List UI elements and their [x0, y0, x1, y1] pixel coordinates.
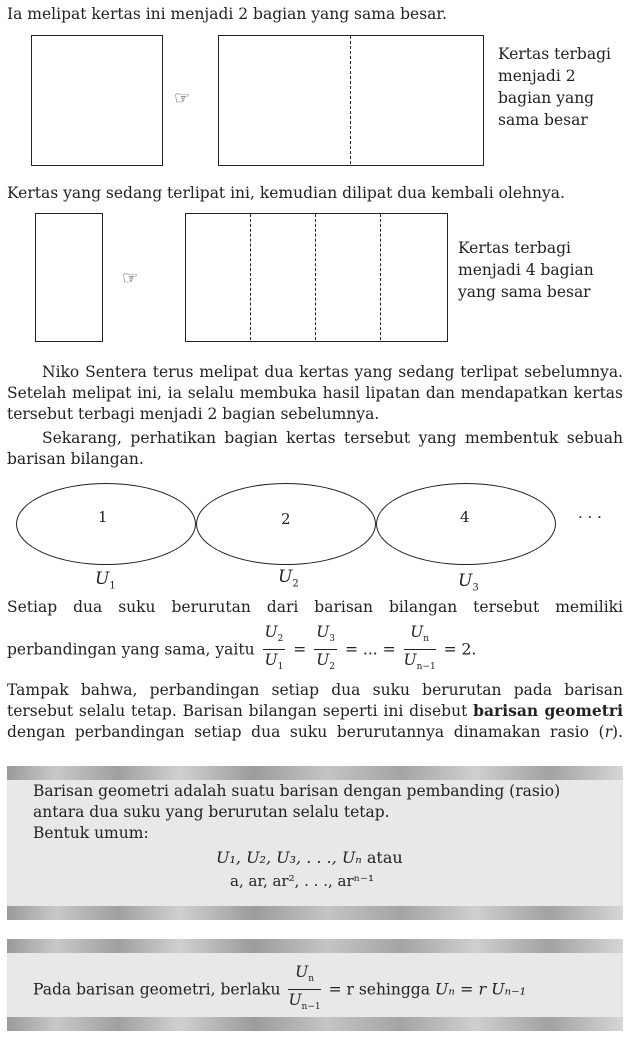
term-label-u1: $U_1$: [95, 569, 116, 592]
folded-paper-half: [31, 35, 163, 166]
fold1-label: Kertas terbagi menjadi 2 bagian yang sama besar: [498, 45, 611, 129]
ratio-line1: Setiap dua suku berurutan dari barisan bilangan tersebut memiliki: [7, 598, 623, 616]
panel-bottom-stripe: [7, 906, 623, 920]
fold-line: [350, 36, 351, 164]
sequence-value: 4: [460, 508, 470, 526]
sequence-value: 2: [281, 510, 291, 528]
ratio-line2: perbandingan yang sama, yaitu $\frac{U_2}{U_1}$ = $\frac{U_3}{U_2}$ = ... = $\frac{U_n}{U_{n-1}}$ = 2.: [7, 622, 476, 677]
fraction-u2-u1: $\frac{U_2}{U_1}$: [264, 623, 284, 673]
para3-line1: Tampak bahwa, perbandingan setiap dua suku berurutan pada barisan: [7, 681, 623, 699]
rule-line: Pada barisan geometri, berlaku $\frac{U_n}{U_{n-1}}$ = r sehingga Uₙ = r Uₙ₋₁: [33, 962, 526, 1017]
form-label: Bentuk umum:: [33, 824, 149, 842]
fold-line: [380, 214, 381, 340]
para1-line2: Setelah melipat ini, ia selalu membuka hasil lipatan dan mendapatkan kertas: [7, 384, 623, 402]
general-form-a: a, ar, ar², . . ., arⁿ⁻¹: [230, 872, 375, 890]
para3-line3: dengan perbandingan setiap dua suku berurutannya dinamakan rasio (r).: [7, 723, 623, 741]
para3-line2: tersebut selalu tetap. Barisan bilangan seperti ini disebut barisan geometri: [7, 701, 623, 720]
sequence-ellipsis: · · ·: [578, 508, 602, 526]
definition-line1: Barisan geometri adalah suatu barisan dengan pembanding (rasio): [33, 782, 561, 800]
pointing-hand-icon: ☞: [122, 268, 139, 289]
pointing-hand-icon: ☞: [174, 88, 191, 109]
fold2-label: Kertas terbagi menjadi 4 bagian yang sama besar: [458, 239, 594, 301]
para2-line1: Sekarang, perhatikan bagian kertas tersebut yang membentuk sebuah: [42, 429, 623, 447]
second-line: Kertas yang sedang terlipat ini, kemudian dilipat dua kembali olehnya.: [7, 184, 565, 202]
general-form-u: U₁, U₂, U₃, . . ., Uₙ atau: [216, 848, 403, 867]
fraction-un-un1: $\frac{U_n}{U_{n-1}}$: [403, 623, 436, 673]
unfolded-paper-2-parts: [218, 35, 484, 166]
unfolded-paper-4-parts: [185, 213, 448, 342]
definition-line2: antara dua suku yang berurutan selalu tetap.: [33, 803, 390, 821]
term-label-u3: $U_3$: [458, 571, 479, 594]
fraction-un-un1: $\frac{U_n}{U_{n-1}}$: [288, 963, 321, 1013]
term-label-u2: $U_2$: [278, 567, 299, 590]
para2-line2: barisan bilangan.: [7, 450, 144, 468]
fold-line: [315, 214, 316, 340]
para1-line1: Niko Sentera terus melipat dua kertas yang sedang terlipat sebelumnya.: [42, 363, 623, 381]
fraction-u3-u2: $\frac{U_3}{U_2}$: [316, 623, 336, 673]
sequence-value: 1: [98, 508, 108, 526]
intro-line: Ia melipat kertas ini menjadi 2 bagian yang sama besar.: [7, 5, 448, 23]
para1-line3: tersebut terbagi menjadi 2 bagian sebelumnya.: [7, 405, 380, 423]
panel-top-stripe: [7, 939, 623, 953]
fold-line: [250, 214, 251, 340]
panel-bottom-stripe: [7, 1017, 623, 1031]
folded-paper-quarter: [35, 213, 103, 342]
panel-top-stripe: [7, 766, 623, 780]
